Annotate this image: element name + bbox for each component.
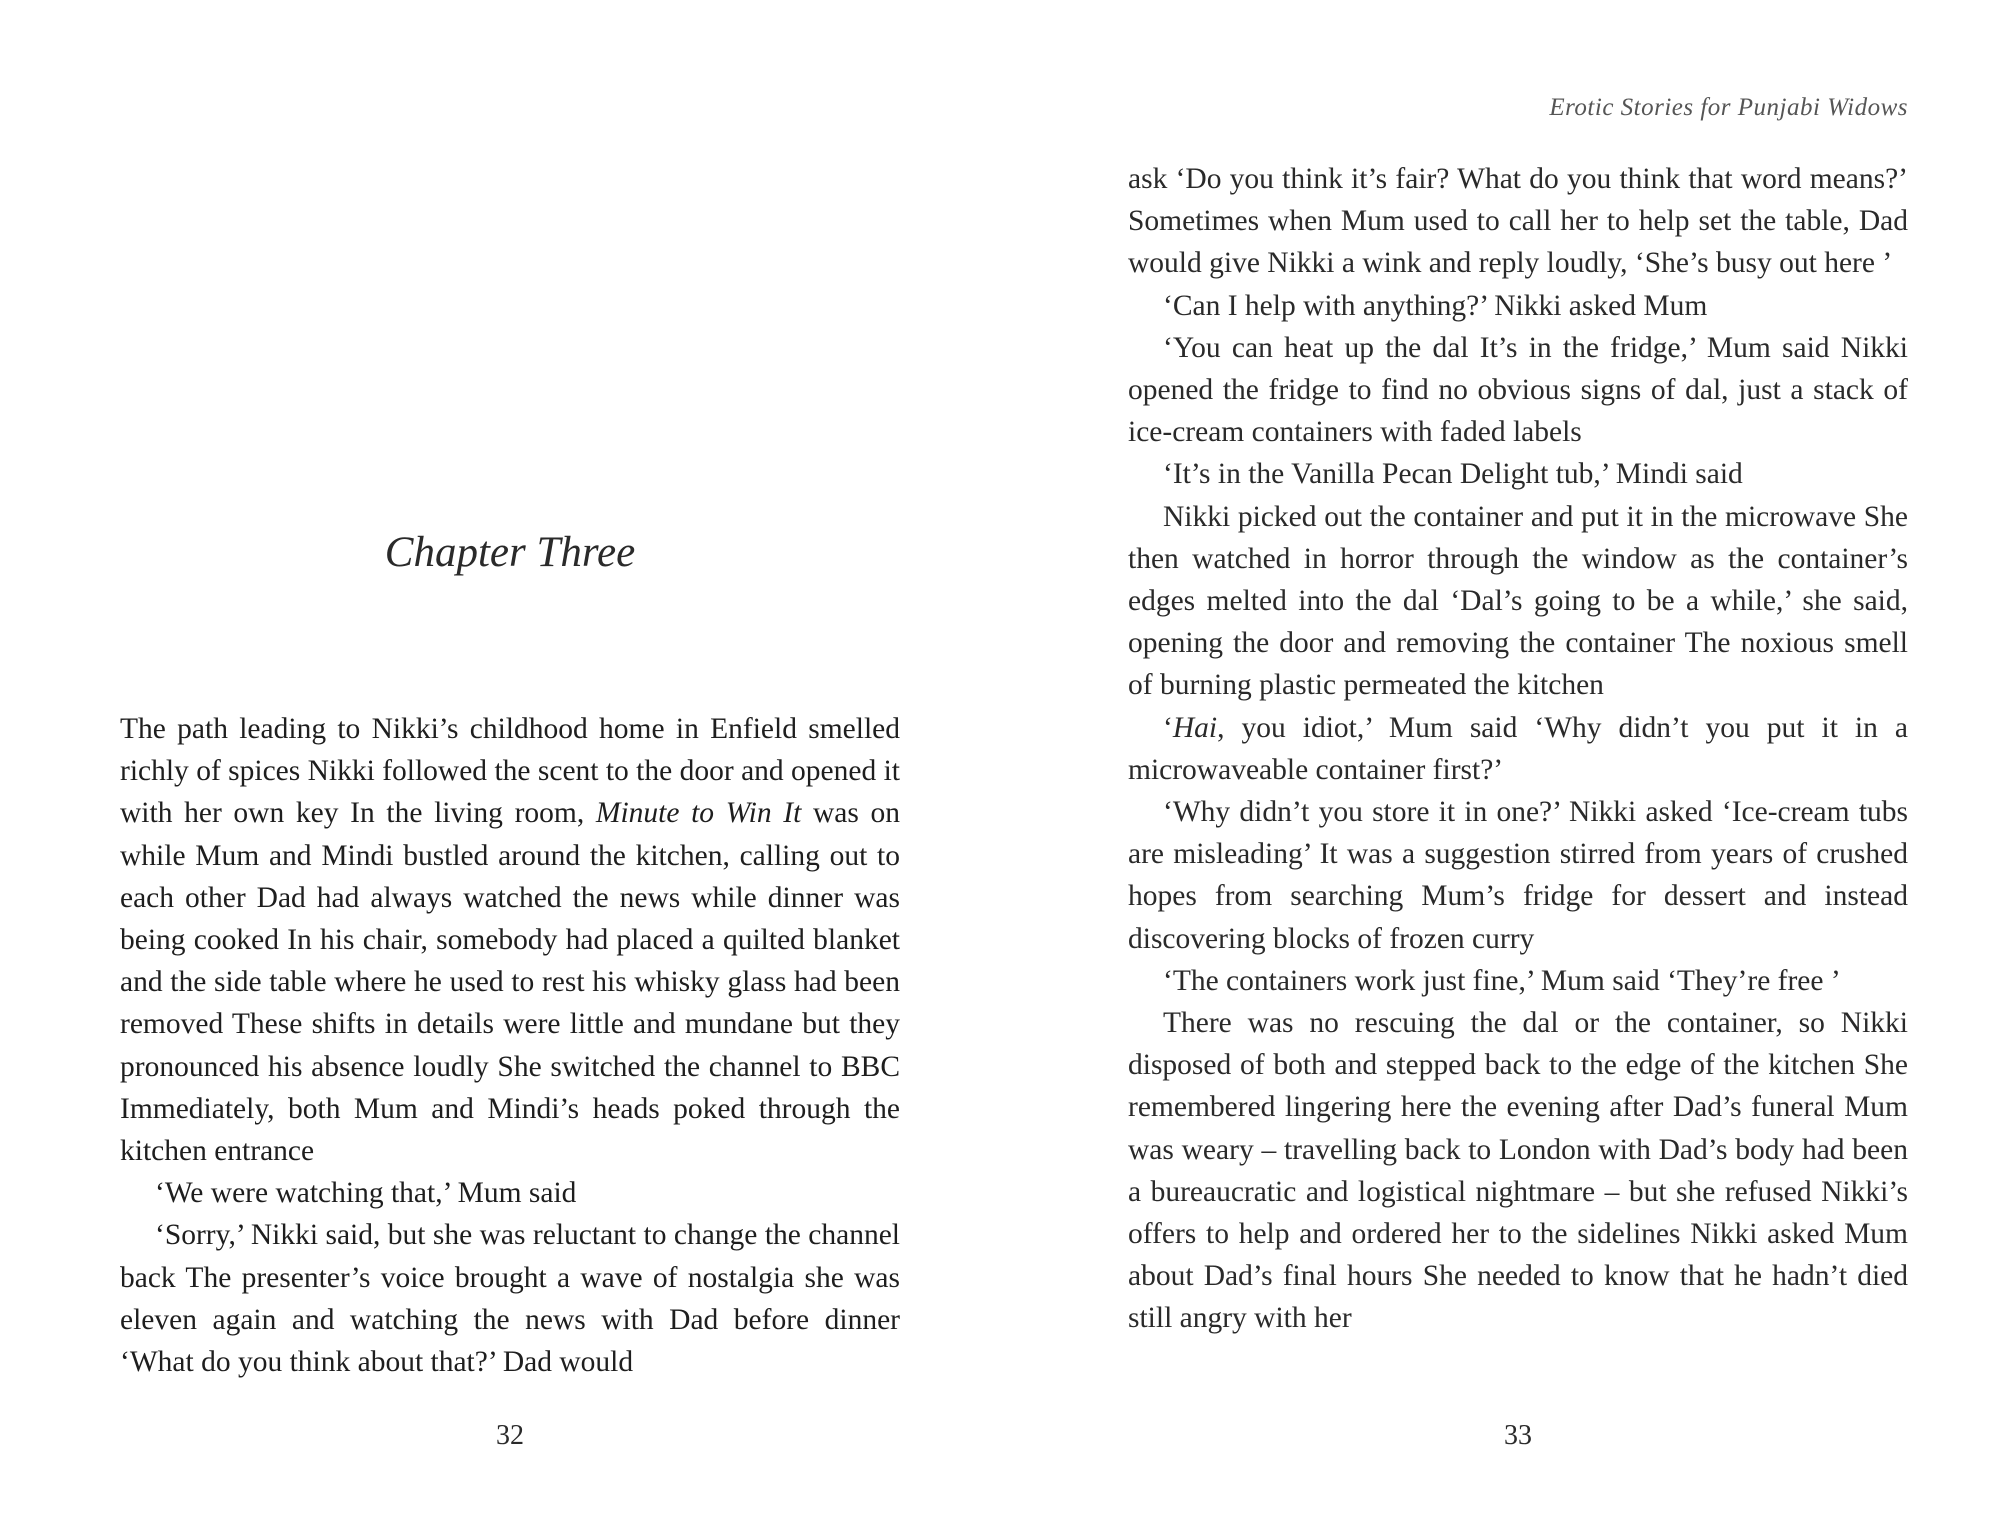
right-body-text — [1128, 158, 1908, 1340]
page-number: 32 — [496, 1420, 524, 1451]
paragraph: ‘Can I help with anything?’ Nikki asked Mum — [1163, 289, 1708, 322]
page-number: 33 — [1504, 1420, 1532, 1451]
right-page — [1128, 0, 1908, 1536]
paragraph: ask ‘Do you think it’s fair? What do you think that word means?’ Sometimes when Mum used to call her to help set the table, Dad would give Nikki a wink and reply loudly, ‘She’s busy out here ’ — [1128, 163, 1908, 280]
italic-word: Hai — [1172, 711, 1218, 744]
paragraph — [120, 708, 900, 1172]
paragraph: ‘The containers work just fine,’ Mum said ‘They’re free ’ — [1163, 964, 1841, 997]
paragraph-text: , you idiot,’ Mum said ‘Why didn’t you put it in a microwaveable container first?’ — [1128, 711, 1908, 786]
paragraph: ‘Sorry,’ Nikki said, but she was reluctant to change the channel back The presenter’s voice brought a wave of nostalgia she was eleven again and watching the news with Dad before dinner ‘What do you think about that?’ Dad would — [120, 1219, 900, 1379]
paragraph — [1128, 707, 1908, 791]
paragraph: ‘You can heat up the dal It’s in the fridge,’ Mum said Nikki opened the fridge to find no obvious signs of dal, just a stack of ice-cream containers with faded labels — [1128, 331, 1908, 449]
paragraph: Nikki picked out the container and put it in the microwave She then watched in horror through the window as the container’s edges melted into the dal ‘Dal’s going to be a while,’ she said, opening the door and removing the container The noxious smell of burning plastic permeated the kitchen — [1128, 500, 1908, 702]
paragraph: There was no rescuing the dal or the container, so Nikki disposed of both and stepped back to the edge of the kitchen She remembered lingering here the evening after Dad’s funeral Mum was weary – travelling back to London with Dad’s body had been a bureaucratic and logistical nightmare – but she refused Nikki’s offers to help and ordered her to the sidelines Nikki asked Mum about Dad’s final hours She needed to know that he hadn’t died still angry with her — [1128, 1007, 1908, 1335]
paragraph: ‘Why didn’t you store it in one?’ Nikki asked ‘Ice-cream tubs are misleading’ It was a suggestion stirred from years of crushed hopes from searching Mum’s fridge for dessert and instead discovering blocks of frozen curry — [1128, 796, 1908, 955]
paragraph-text: The path leading to Nikki’s childhood home in Enfield smelled richly of spices Nikki followed the scent to the door and opened it with her own key In the living room, — [120, 713, 900, 830]
paragraph: ‘We were watching that,’ Mum said — [155, 1177, 577, 1210]
show-title-italic: Minute to Win It — [595, 797, 802, 830]
left-page — [120, 0, 900, 1536]
left-body-text — [120, 708, 900, 1383]
chapter-title: Chapter Three — [384, 529, 636, 576]
running-head: Erotic Stories for Punjabi Widows — [1549, 94, 1908, 121]
paragraph-text: ‘ — [1163, 711, 1173, 744]
paragraph: ‘It’s in the Vanilla Pecan Delight tub,’ Mindi said — [1163, 458, 1743, 491]
paragraph-text: was on while Mum and Mindi bustled around the kitchen, calling out to each other Dad had always watched the news while dinner was being cooked In his chair, somebody had placed a quilted blanket and the side table where he used to rest his whisky glass had been removed These shifts in details were little and mundane but they pronounced his absence loudly She switched the channel to BBC Immediately, both Mum and Mindi’s heads poked through the kitchen entrance — [120, 797, 900, 1168]
